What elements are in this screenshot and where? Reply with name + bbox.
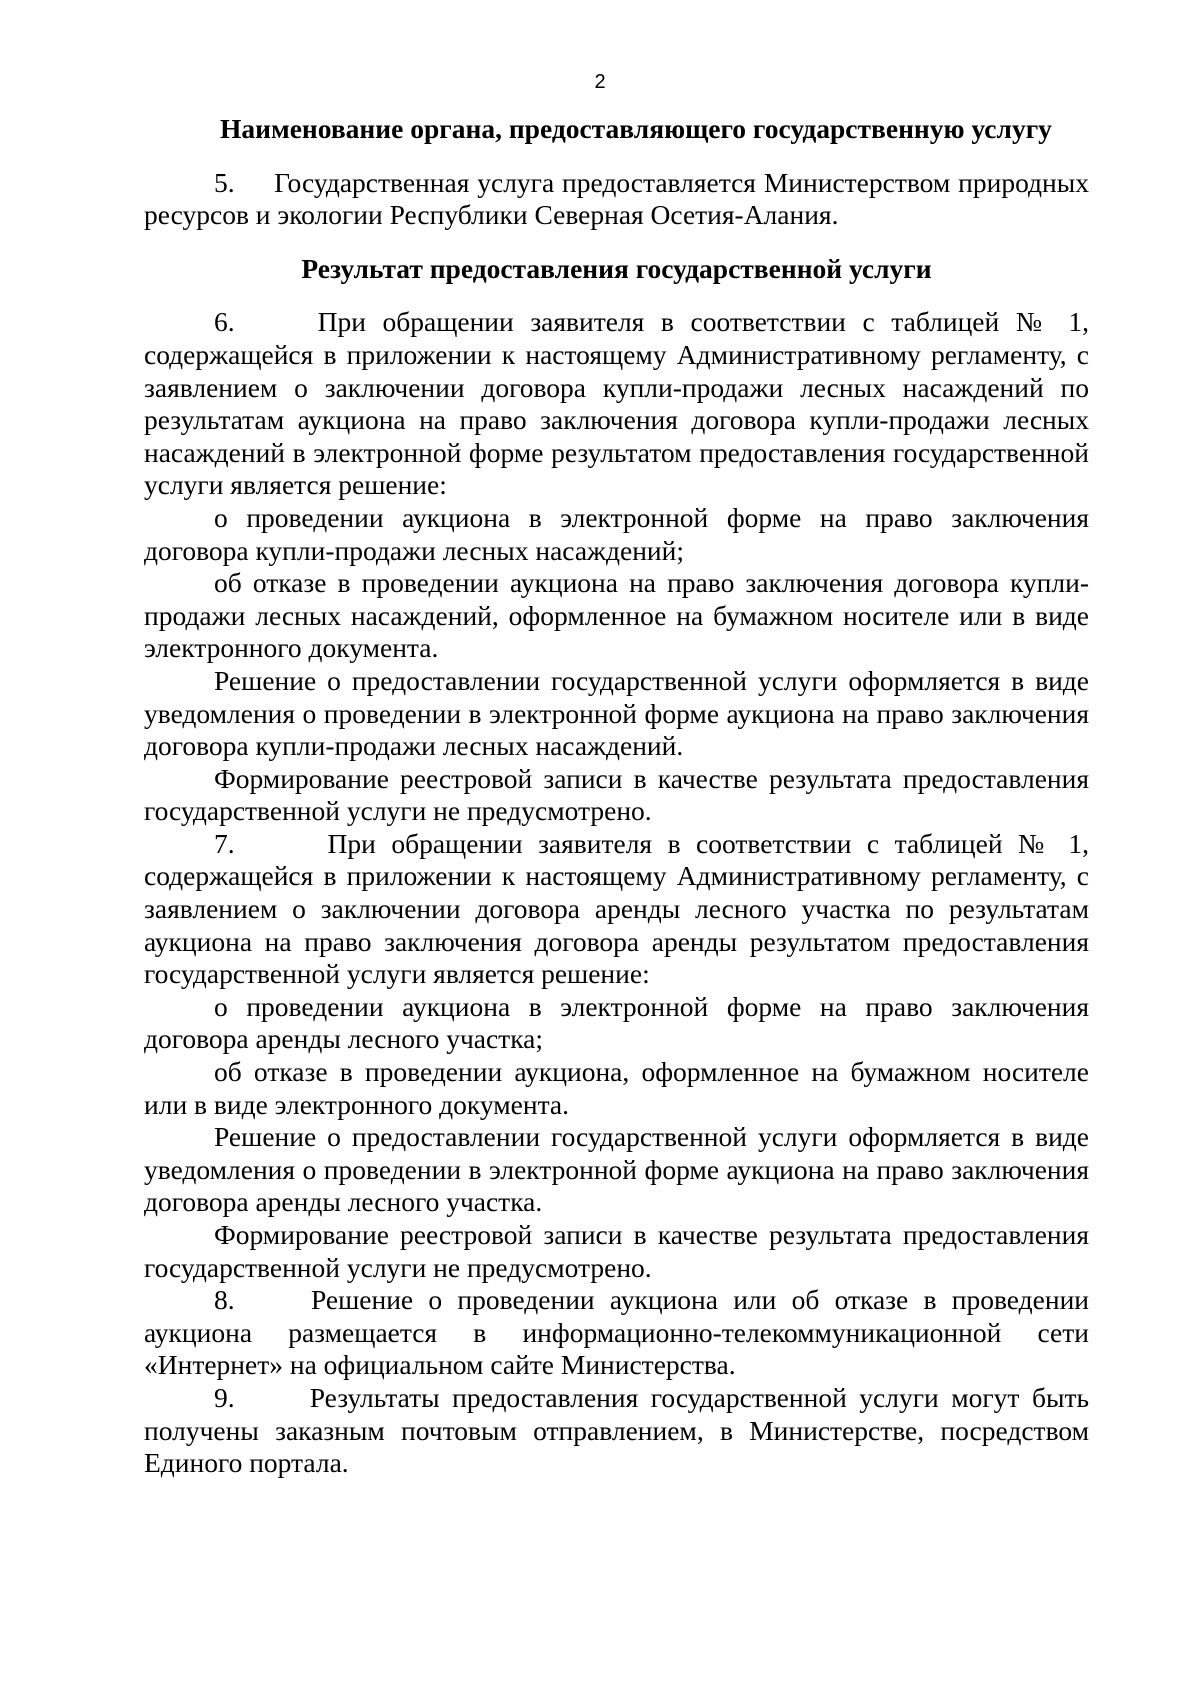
paragraph-9: 9. Результаты предоставления государственной услуги могут быть получены заказным почтовым отправлением, в Министерстве, посредством Единого портала. (144, 1381, 1089, 1479)
paragraph-6-registry: Формирование реестровой записи в качестве результата предоставления государственной услуги не предусмотрено. (144, 762, 1089, 827)
paragraph-6-option-a: о проведении аукциона в электронной форме на право заключения договора купли-продажи лесных насаждений; (144, 501, 1089, 566)
paragraph-6: 6. При обращении заявителя в соответствии с таблицей № 1, содержащейся в приложении к настоящему Административному регламенту, с заявлением о заключении договора купли-продажи лесных насаждений по результатам аукциона на право заключения договора купли-продажи лесных насаждений в электронной форме результатом предоставления государственной услуги является решение: (144, 306, 1089, 501)
spacer (144, 146, 1089, 167)
paragraph-6-decision: Решение о предоставлении государственной услуги оформляется в виде уведомления о проведении в электронной форме аукциона на право заключения договора купли-продажи лесных насаждений. (144, 664, 1089, 762)
section-heading-authority: Наименование органа, предоставляющего государственную услугу (220, 113, 1052, 144)
paragraph-7-option-b: об отказе в проведении аукциона, оформленное на бумажном носителе или в виде электронного документа. (144, 1056, 1089, 1120)
paragraph-7: 7. При обращении заявителя в соответствии с таблицей № 1, содержащейся в приложении к настоящему Административному регламенту, с заявлением о заключении договора аренды лесного участка по результатам аукциона на право заключения договора аренды результатом предоставления государственной услуги является решение: (144, 827, 1089, 990)
page-number: 2 (594, 71, 606, 93)
paragraph-7-option-a: о проведении аукциона в электронной форме на право заключения договора аренды лесного участка; (144, 990, 1089, 1055)
paragraph-7-registry: Формирование реестровой записи в качестве результата предоставления государственной услуги не предусмотрено. (144, 1219, 1089, 1283)
paragraph-6-option-b: об отказе в проведении аукциона на право заключения договора купли-продажи лесных насаждений, оформленное на бумажном носителе или в виде электронного документа. (144, 567, 1089, 664)
spacer (144, 285, 1089, 306)
section-heading-result: Результат предоставления государственной услуги (301, 252, 932, 284)
spacer (144, 232, 1089, 253)
document-body (144, 113, 1089, 1480)
paragraph-7-decision: Решение о предоставлении государственной услуги оформляется в виде уведомления о проведении в электронной форме аукциона на право заключения договора аренды лесного участка. (144, 1121, 1089, 1218)
paragraph-8: 8. Решение о проведении аукциона или об отказе в проведении аукциона размещается в информационно-телекоммуникационной сети «Интернет» на официальном сайте Министерства. (144, 1284, 1089, 1381)
paragraph-5: 5. Государственная услуга предоставляется Министерством природных ресурсов и экологии Республики Северная Осетия-Алания. (144, 166, 1089, 231)
